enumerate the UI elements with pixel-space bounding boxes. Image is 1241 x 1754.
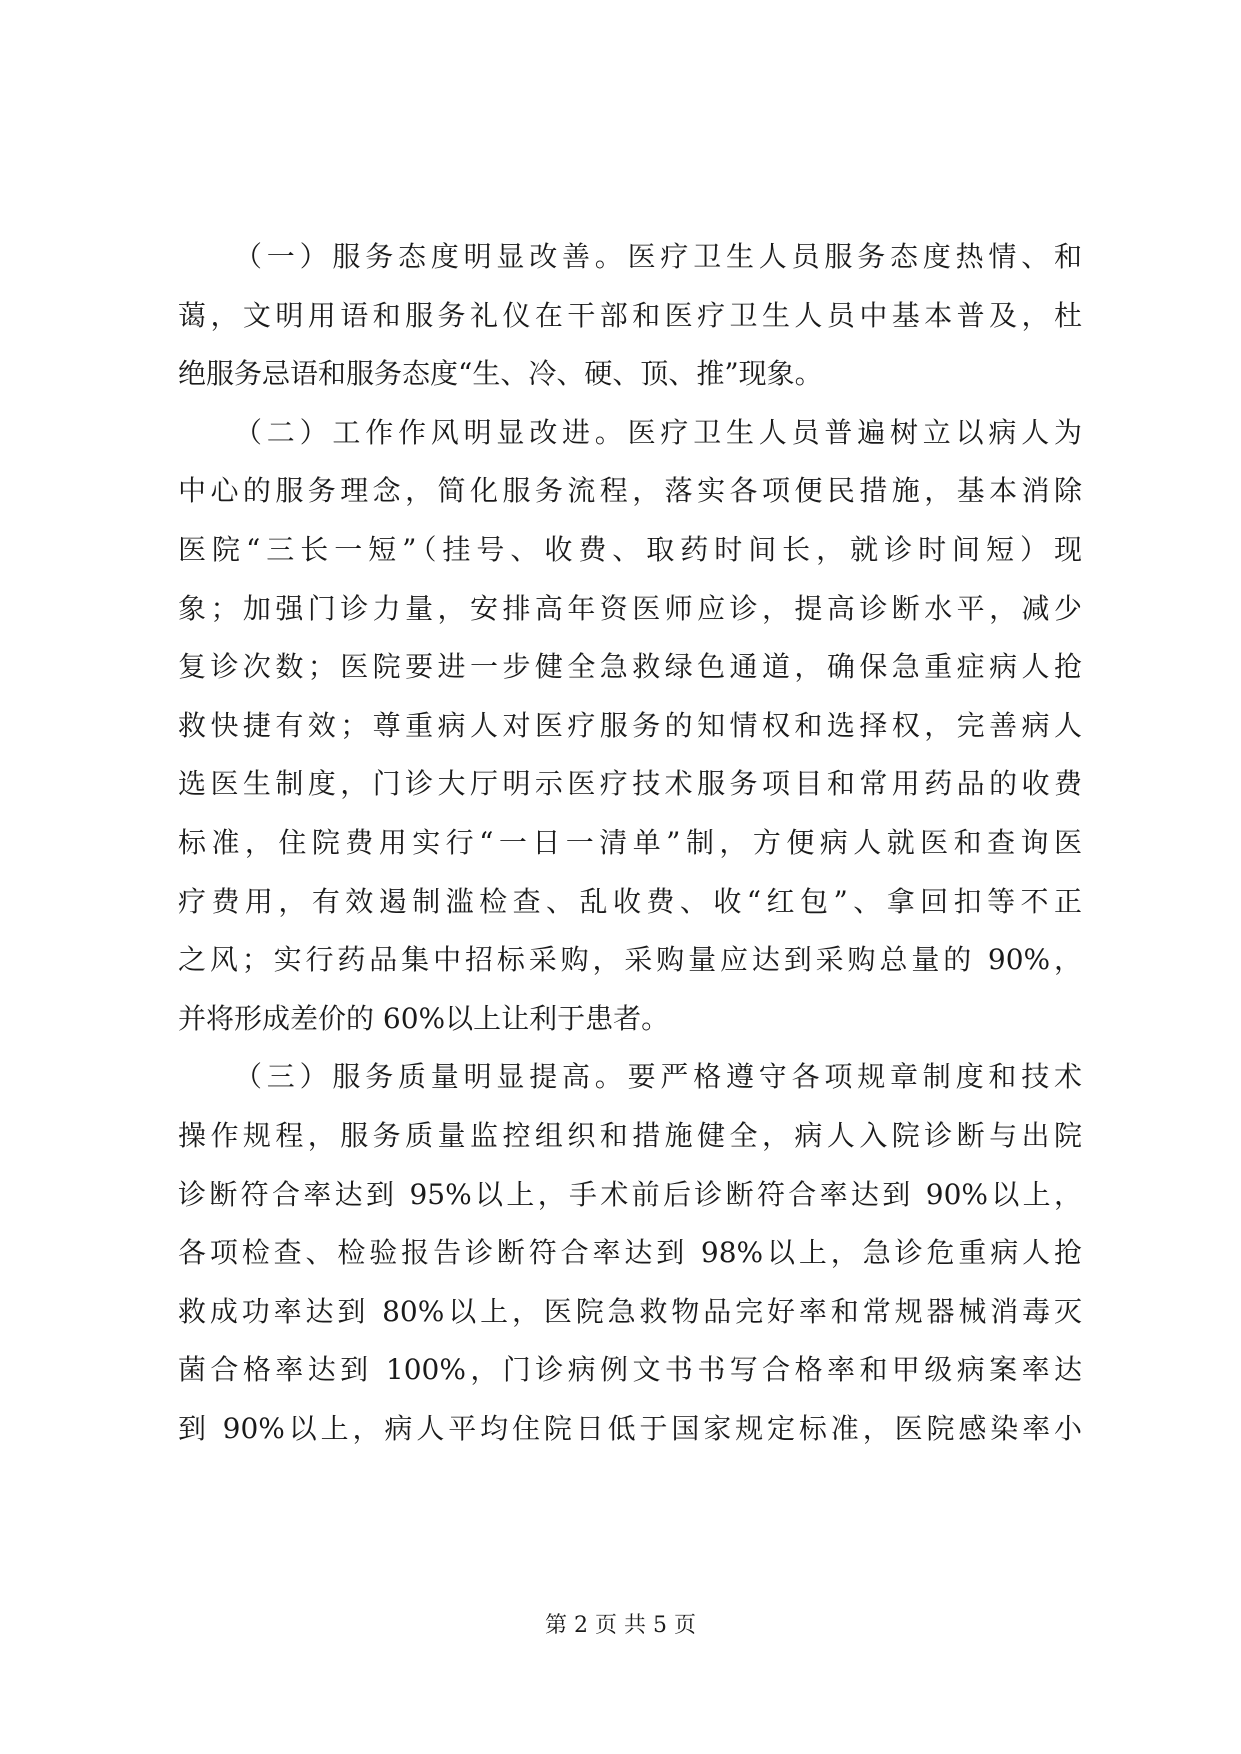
text-line: 选医生制度，门诊大厅明示医疗技术服务项目和常用药品的收费 (178, 767, 1082, 801)
text-line: 复诊次数；医院要进一步健全急救绿色通道，确保急重症病人抢 (178, 650, 1082, 684)
page-number-footer: 第 2 页 共 5 页 (545, 1613, 696, 1638)
text-line: 到 90%以上，病人平均住院日低于国家规定标准，医院感染率小 (178, 1411, 1082, 1445)
text-line: 标准，住院费用实行“一日一清单”制，方便病人就医和查询医 (178, 825, 1082, 859)
text-line: 并将形成差价的 60%以上让利于患者。 (178, 1001, 670, 1035)
text-line: （三）服务质量明显提高。要严格遵守各项规章制度和技术 (234, 1060, 1082, 1094)
paragraph-3 (178, 1048, 1082, 1458)
text-line: 蔼，文明用语和服务礼仪在干部和医疗卫生人员中基本普及，杜 (178, 298, 1082, 332)
text-line: 象；加强门诊力量，安排高年资医师应诊，提高诊断水平，减少 (178, 591, 1082, 625)
text-line: 各项检查、检验报告诊断符合率达到 98%以上，急诊危重病人抢 (178, 1236, 1082, 1270)
text-line: 救快捷有效；尊重病人对医疗服务的知情权和选择权，完善病人 (178, 708, 1082, 742)
text-line: 绝服务忌语和服务态度“生、冷、硬、顶、推”现象。 (178, 357, 823, 391)
text-line: 菌合格率达到 100%，门诊病例文书书写合格率和甲级病案率达 (178, 1353, 1082, 1387)
text-line: （二）工作作风明显改进。医疗卫生人员普遍树立以病人为 (234, 415, 1082, 449)
document-body (178, 228, 1082, 1458)
text-line: 救成功率达到 80%以上，医院急救物品完好率和常规器械消毒灭 (178, 1294, 1082, 1328)
text-line: 诊断符合率达到 95%以上，手术前后诊断符合率达到 90%以上， (178, 1177, 1082, 1211)
text-line: 医院“三长一短”（挂号、收费、取药时间长，就诊时间短）现 (178, 532, 1082, 566)
paragraph-1 (178, 228, 1082, 404)
text-line: （一）服务态度明显改善。医疗卫生人员服务态度热情、和 (234, 240, 1082, 273)
text-line: 中心的服务理念，简化服务流程，落实各项便民措施，基本消除 (178, 474, 1082, 508)
paragraph-2 (178, 404, 1082, 1049)
text-line: 疗费用，有效遏制滥检查、乱收费、收“红包”、拿回扣等不正 (178, 884, 1082, 918)
text-line: 操作规程，服务质量监控组织和措施健全，病人入院诊断与出院 (178, 1118, 1082, 1152)
text-line: 之风；实行药品集中招标采购，采购量应达到采购总量的 90%， (178, 943, 1082, 977)
